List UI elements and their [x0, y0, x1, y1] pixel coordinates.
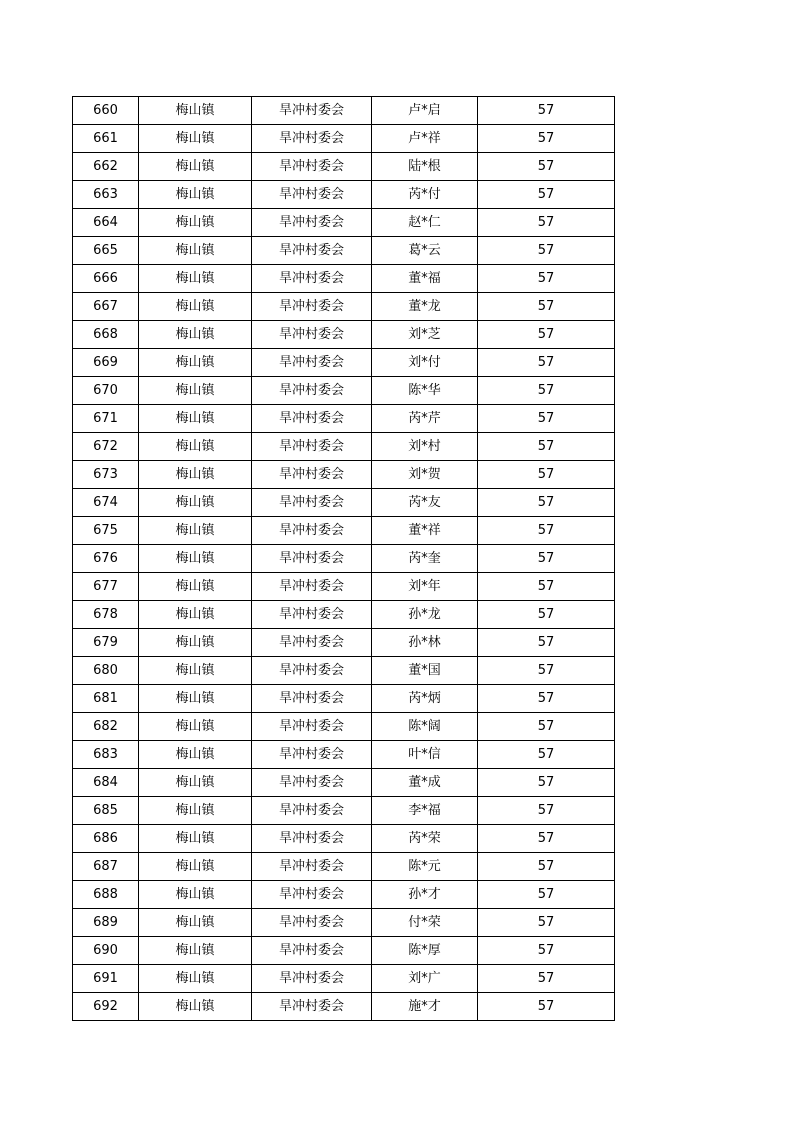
village-committee-cell: 旱冲村委会	[252, 573, 372, 601]
serial-number-cell: 661	[73, 125, 139, 153]
serial-number-cell: 686	[73, 825, 139, 853]
town-cell: 梅山镇	[139, 321, 252, 349]
village-committee-cell: 旱冲村委会	[252, 405, 372, 433]
town-cell: 梅山镇	[139, 909, 252, 937]
table-row	[73, 349, 615, 377]
serial-number-cell: 671	[73, 405, 139, 433]
town-cell: 梅山镇	[139, 433, 252, 461]
serial-number-cell: 673	[73, 461, 139, 489]
table-row	[73, 909, 615, 937]
town-cell: 梅山镇	[139, 97, 252, 125]
table-row	[73, 769, 615, 797]
serial-number-cell: 662	[73, 153, 139, 181]
village-committee-cell: 旱冲村委会	[252, 825, 372, 853]
amount-cell: 57	[478, 153, 615, 181]
amount-cell: 57	[478, 517, 615, 545]
amount-cell: 57	[478, 125, 615, 153]
person-name-cell: 孙*才	[372, 881, 478, 909]
person-name-cell: 芮*奎	[372, 545, 478, 573]
table-row	[73, 237, 615, 265]
town-cell: 梅山镇	[139, 965, 252, 993]
amount-cell: 57	[478, 937, 615, 965]
town-cell: 梅山镇	[139, 125, 252, 153]
table-row	[73, 601, 615, 629]
village-committee-cell: 旱冲村委会	[252, 797, 372, 825]
serial-number-cell: 683	[73, 741, 139, 769]
town-cell: 梅山镇	[139, 293, 252, 321]
table-row	[73, 153, 615, 181]
village-committee-cell: 旱冲村委会	[252, 685, 372, 713]
town-cell: 梅山镇	[139, 881, 252, 909]
person-name-cell: 卢*祥	[372, 125, 478, 153]
person-name-cell: 葛*云	[372, 237, 478, 265]
person-name-cell: 陆*根	[372, 153, 478, 181]
village-committee-cell: 旱冲村委会	[252, 209, 372, 237]
amount-cell: 57	[478, 265, 615, 293]
serial-number-cell: 667	[73, 293, 139, 321]
serial-number-cell: 669	[73, 349, 139, 377]
person-name-cell: 董*国	[372, 657, 478, 685]
table-row	[73, 321, 615, 349]
amount-cell: 57	[478, 405, 615, 433]
amount-cell: 57	[478, 433, 615, 461]
table-row	[73, 181, 615, 209]
town-cell: 梅山镇	[139, 461, 252, 489]
village-committee-cell: 旱冲村委会	[252, 965, 372, 993]
serial-number-cell: 663	[73, 181, 139, 209]
serial-number-cell: 660	[73, 97, 139, 125]
serial-number-cell: 681	[73, 685, 139, 713]
serial-number-cell: 675	[73, 517, 139, 545]
person-name-cell: 董*龙	[372, 293, 478, 321]
person-name-cell: 刘*芝	[372, 321, 478, 349]
amount-cell: 57	[478, 237, 615, 265]
person-name-cell: 芮*芹	[372, 405, 478, 433]
table-row	[73, 377, 615, 405]
table-row	[73, 881, 615, 909]
serial-number-cell: 665	[73, 237, 139, 265]
serial-number-cell: 690	[73, 937, 139, 965]
village-committee-cell: 旱冲村委会	[252, 993, 372, 1021]
village-committee-cell: 旱冲村委会	[252, 517, 372, 545]
person-name-cell: 付*荣	[372, 909, 478, 937]
serial-number-cell: 679	[73, 629, 139, 657]
person-name-cell: 孙*龙	[372, 601, 478, 629]
table-row	[73, 517, 615, 545]
village-committee-cell: 旱冲村委会	[252, 97, 372, 125]
town-cell: 梅山镇	[139, 713, 252, 741]
table-row	[73, 685, 615, 713]
serial-number-cell: 688	[73, 881, 139, 909]
village-committee-cell: 旱冲村委会	[252, 433, 372, 461]
amount-cell: 57	[478, 741, 615, 769]
person-name-cell: 芮*友	[372, 489, 478, 517]
table-row	[73, 293, 615, 321]
town-cell: 梅山镇	[139, 993, 252, 1021]
serial-number-cell: 677	[73, 573, 139, 601]
table-row	[73, 713, 615, 741]
table-row	[73, 937, 615, 965]
amount-cell: 57	[478, 97, 615, 125]
amount-cell: 57	[478, 209, 615, 237]
village-committee-cell: 旱冲村委会	[252, 909, 372, 937]
table-row	[73, 965, 615, 993]
serial-number-cell: 692	[73, 993, 139, 1021]
table-row	[73, 461, 615, 489]
amount-cell: 57	[478, 321, 615, 349]
amount-cell: 57	[478, 797, 615, 825]
table-row	[73, 433, 615, 461]
town-cell: 梅山镇	[139, 825, 252, 853]
person-name-cell: 陈*厚	[372, 937, 478, 965]
village-committee-cell: 旱冲村委会	[252, 349, 372, 377]
person-name-cell: 孙*林	[372, 629, 478, 657]
table-row	[73, 405, 615, 433]
village-committee-cell: 旱冲村委会	[252, 769, 372, 797]
table-row	[73, 629, 615, 657]
village-committee-cell: 旱冲村委会	[252, 741, 372, 769]
amount-cell: 57	[478, 993, 615, 1021]
town-cell: 梅山镇	[139, 153, 252, 181]
village-committee-cell: 旱冲村委会	[252, 881, 372, 909]
amount-cell: 57	[478, 881, 615, 909]
amount-cell: 57	[478, 181, 615, 209]
amount-cell: 57	[478, 965, 615, 993]
person-name-cell: 芮*付	[372, 181, 478, 209]
person-name-cell: 陈*华	[372, 377, 478, 405]
person-name-cell: 施*才	[372, 993, 478, 1021]
town-cell: 梅山镇	[139, 209, 252, 237]
table-row	[73, 741, 615, 769]
person-name-cell: 李*福	[372, 797, 478, 825]
person-name-cell: 刘*付	[372, 349, 478, 377]
village-committee-cell: 旱冲村委会	[252, 489, 372, 517]
serial-number-cell: 670	[73, 377, 139, 405]
serial-number-cell: 666	[73, 265, 139, 293]
serial-number-cell: 685	[73, 797, 139, 825]
person-name-cell: 卢*启	[372, 97, 478, 125]
town-cell: 梅山镇	[139, 657, 252, 685]
person-name-cell: 赵*仁	[372, 209, 478, 237]
table-row	[73, 825, 615, 853]
data-table	[72, 96, 615, 1021]
town-cell: 梅山镇	[139, 769, 252, 797]
town-cell: 梅山镇	[139, 629, 252, 657]
village-committee-cell: 旱冲村委会	[252, 853, 372, 881]
amount-cell: 57	[478, 853, 615, 881]
village-committee-cell: 旱冲村委会	[252, 461, 372, 489]
amount-cell: 57	[478, 489, 615, 517]
serial-number-cell: 680	[73, 657, 139, 685]
serial-number-cell: 672	[73, 433, 139, 461]
village-committee-cell: 旱冲村委会	[252, 377, 372, 405]
serial-number-cell: 687	[73, 853, 139, 881]
table-row	[73, 209, 615, 237]
town-cell: 梅山镇	[139, 181, 252, 209]
table-row	[73, 489, 615, 517]
person-name-cell: 叶*信	[372, 741, 478, 769]
village-committee-cell: 旱冲村委会	[252, 237, 372, 265]
serial-number-cell: 684	[73, 769, 139, 797]
amount-cell: 57	[478, 629, 615, 657]
table-row	[73, 125, 615, 153]
village-committee-cell: 旱冲村委会	[252, 657, 372, 685]
amount-cell: 57	[478, 769, 615, 797]
town-cell: 梅山镇	[139, 937, 252, 965]
serial-number-cell: 682	[73, 713, 139, 741]
town-cell: 梅山镇	[139, 853, 252, 881]
village-committee-cell: 旱冲村委会	[252, 293, 372, 321]
village-committee-cell: 旱冲村委会	[252, 601, 372, 629]
village-committee-cell: 旱冲村委会	[252, 629, 372, 657]
village-committee-cell: 旱冲村委会	[252, 937, 372, 965]
town-cell: 梅山镇	[139, 601, 252, 629]
amount-cell: 57	[478, 573, 615, 601]
town-cell: 梅山镇	[139, 517, 252, 545]
person-name-cell: 芮*荣	[372, 825, 478, 853]
amount-cell: 57	[478, 713, 615, 741]
person-name-cell: 董*祥	[372, 517, 478, 545]
village-committee-cell: 旱冲村委会	[252, 265, 372, 293]
table-row	[73, 97, 615, 125]
serial-number-cell: 664	[73, 209, 139, 237]
town-cell: 梅山镇	[139, 797, 252, 825]
serial-number-cell: 678	[73, 601, 139, 629]
serial-number-cell: 689	[73, 909, 139, 937]
village-committee-cell: 旱冲村委会	[252, 545, 372, 573]
village-committee-cell: 旱冲村委会	[252, 153, 372, 181]
person-name-cell: 陈*阔	[372, 713, 478, 741]
amount-cell: 57	[478, 461, 615, 489]
village-committee-cell: 旱冲村委会	[252, 713, 372, 741]
town-cell: 梅山镇	[139, 377, 252, 405]
table-row	[73, 797, 615, 825]
amount-cell: 57	[478, 657, 615, 685]
town-cell: 梅山镇	[139, 237, 252, 265]
town-cell: 梅山镇	[139, 489, 252, 517]
table-row	[73, 993, 615, 1021]
village-committee-cell: 旱冲村委会	[252, 321, 372, 349]
table-body	[73, 97, 615, 1021]
person-name-cell: 刘*贺	[372, 461, 478, 489]
amount-cell: 57	[478, 545, 615, 573]
serial-number-cell: 674	[73, 489, 139, 517]
serial-number-cell: 668	[73, 321, 139, 349]
person-name-cell: 刘*村	[372, 433, 478, 461]
amount-cell: 57	[478, 349, 615, 377]
amount-cell: 57	[478, 377, 615, 405]
village-committee-cell: 旱冲村委会	[252, 181, 372, 209]
town-cell: 梅山镇	[139, 265, 252, 293]
table-row	[73, 657, 615, 685]
town-cell: 梅山镇	[139, 741, 252, 769]
amount-cell: 57	[478, 825, 615, 853]
town-cell: 梅山镇	[139, 545, 252, 573]
person-name-cell: 芮*炳	[372, 685, 478, 713]
person-name-cell: 陈*元	[372, 853, 478, 881]
person-name-cell: 刘*年	[372, 573, 478, 601]
table-row	[73, 573, 615, 601]
table-row	[73, 265, 615, 293]
serial-number-cell: 691	[73, 965, 139, 993]
amount-cell: 57	[478, 601, 615, 629]
village-committee-cell: 旱冲村委会	[252, 125, 372, 153]
amount-cell: 57	[478, 293, 615, 321]
serial-number-cell: 676	[73, 545, 139, 573]
person-name-cell: 刘*广	[372, 965, 478, 993]
table-row	[73, 545, 615, 573]
amount-cell: 57	[478, 685, 615, 713]
town-cell: 梅山镇	[139, 405, 252, 433]
town-cell: 梅山镇	[139, 685, 252, 713]
person-name-cell: 董*成	[372, 769, 478, 797]
table-row	[73, 853, 615, 881]
town-cell: 梅山镇	[139, 349, 252, 377]
town-cell: 梅山镇	[139, 573, 252, 601]
amount-cell: 57	[478, 909, 615, 937]
person-name-cell: 董*福	[372, 265, 478, 293]
